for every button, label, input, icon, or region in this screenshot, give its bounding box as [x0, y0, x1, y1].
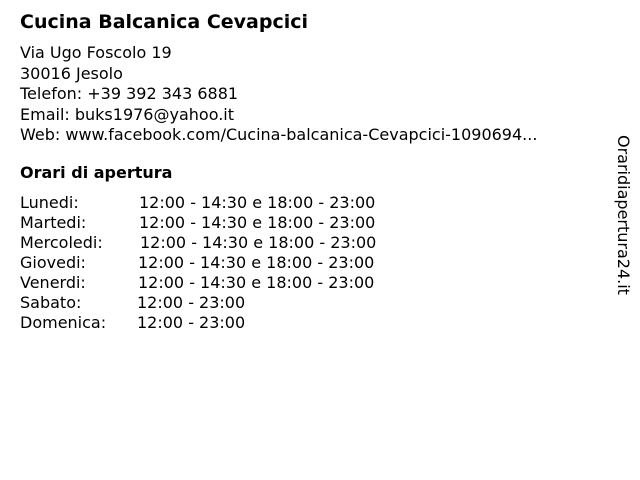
time-range: 12:00 - 23:00: [137, 313, 246, 332]
contact-block: [20, 43, 537, 146]
phone-line: Telefon: +39 392 343 6881: [20, 84, 239, 103]
time-range: 12:00 - 14:30 e 18:00 - 23:00: [139, 213, 376, 232]
watermark-text: Oraridiapertura24.it: [614, 135, 633, 295]
street-address: Via Ugo Foscolo 19: [20, 43, 172, 62]
time-range: 12:00 - 14:30 e 18:00 - 23:00: [139, 193, 376, 212]
time-range: 12:00 - 14:30 e 18:00 - 23:00: [138, 253, 375, 272]
day-label: Giovedi:: [20, 253, 86, 272]
day-label: Martedi:: [20, 213, 87, 232]
web-line: Web: www.facebook.com/Cucina-balcanica-Cevapcici-1090694...: [20, 125, 538, 144]
city-line: 30016 Jesolo: [20, 63, 123, 83]
day-label: Sabato:: [20, 293, 82, 312]
day-label: Domenica:: [20, 313, 107, 332]
time-range: 12:00 - 23:00: [137, 293, 246, 312]
day-label: Lunedi:: [20, 193, 79, 212]
time-range: 12:00 - 14:30 e 18:00 - 23:00: [138, 273, 375, 292]
time-range: 12:00 - 14:30 e 18:00 - 23:00: [140, 233, 377, 252]
opening-hours-title: Orari di apertura: [20, 163, 173, 182]
email-line: Email: buks1976@yahoo.it: [20, 104, 234, 124]
day-label: Venerdi:: [20, 273, 86, 292]
day-label: Mercoledi:: [20, 233, 103, 252]
site-watermark: [612, 135, 634, 310]
business-name: Cucina Balcanica Cevapcici: [20, 11, 309, 33]
